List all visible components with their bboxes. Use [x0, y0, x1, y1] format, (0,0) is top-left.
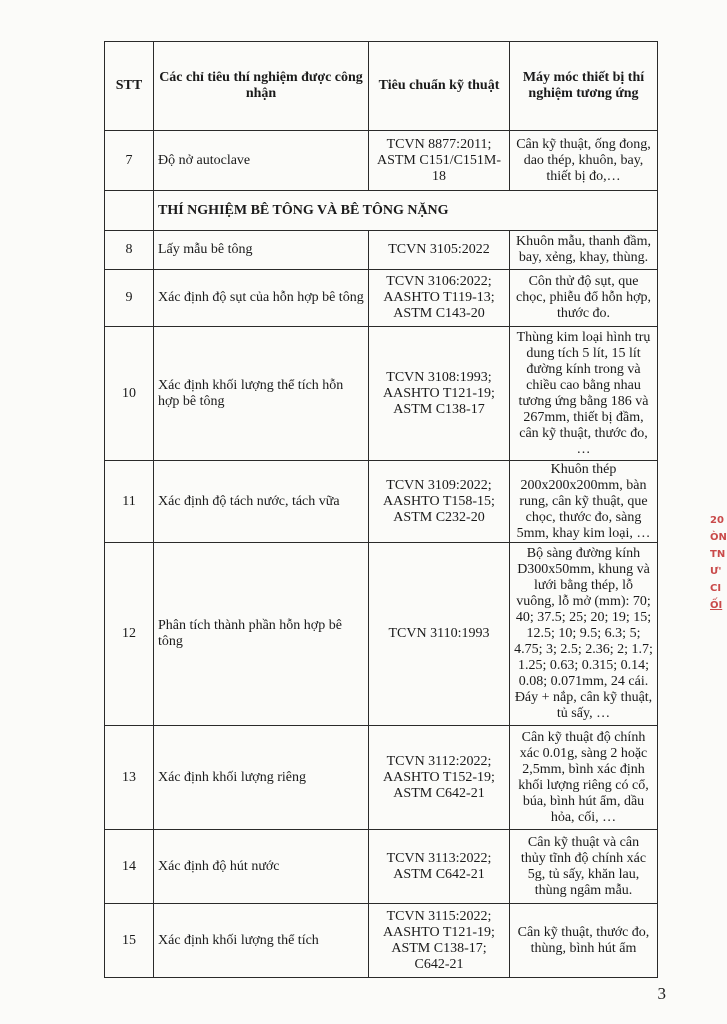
- row-equipment: Cân kỹ thuật, thước đo, thùng, bình hút ẩm: [510, 904, 658, 978]
- stamp-text: 20: [710, 515, 724, 526]
- table-row: [105, 327, 658, 461]
- table-row: [105, 461, 658, 543]
- row-criteria: Xác định độ tách nước, tách vữa: [154, 461, 369, 543]
- table-row: [105, 270, 658, 327]
- header-standard: Tiêu chuẩn kỹ thuật: [369, 42, 510, 131]
- header-stt: STT: [105, 42, 154, 131]
- row-standard: TCVN 3109:2022; AASHTO T158-15; ASTM C232-20: [369, 461, 510, 543]
- row-criteria: Xác định khối lượng thể tích: [154, 904, 369, 978]
- row-standard: TCVN 3106:2022; AASHTO T119-13; ASTM C143-20: [369, 270, 510, 327]
- stamp-text: ỐI: [710, 600, 723, 611]
- table-row: [105, 904, 658, 978]
- row-equipment: Bộ sàng đường kính D300x50mm, khung và lưới bằng thép, lỗ vuông, lỗ mở (mm): 70; 40; 37.5; 25; 20; 19; 15; 12.5; 10; 9.5; 6.3; 5; 4.75; 3; 2.5; 2.36; 2; 1.7; 1.25; 0.63; 0.315; 0.14; 0.08; 0.071mm, 24 cái. Đáy + nắp, cân kỹ thuật, tủ sấy, …: [510, 543, 658, 726]
- row-equipment: Khuôn thép 200x200x200mm, bàn rung, cân kỹ thuật, que chọc, thước đo, sàng 5mm, khay kim loại, …: [510, 461, 658, 543]
- table-row: [105, 131, 658, 191]
- row-standard: TCVN 3110:1993: [369, 543, 510, 726]
- row-equipment: Cân kỹ thuật, ống đong, dao thép, khuôn, bay, thiết bị đo,…: [510, 131, 658, 191]
- stamp-text: Ư': [710, 566, 722, 577]
- row-stt: 7: [105, 131, 154, 191]
- row-standard: TCVN 3113:2022; ASTM C642-21: [369, 830, 510, 904]
- stamp-text: ÒN: [710, 532, 727, 543]
- page-number: 3: [657, 984, 666, 1003]
- row-standard: TCVN 3105:2022: [369, 231, 510, 270]
- row-stt: 13: [105, 726, 154, 830]
- row-stt: 11: [105, 461, 154, 543]
- accreditation-table: [104, 41, 658, 978]
- row-criteria: Xác định độ sụt của hỗn hợp bê tông: [154, 270, 369, 327]
- row-standard: TCVN 3115:2022; AASHTO T121-19; ASTM C138-17; C642-21: [369, 904, 510, 978]
- row-stt: 10: [105, 327, 154, 461]
- row-equipment: Khuôn mẫu, thanh đầm, bay, xẻng, khay, thùng.: [510, 231, 658, 270]
- table-row: [105, 231, 658, 270]
- header-criteria: Các chỉ tiêu thí nghiệm được công nhận: [154, 42, 369, 131]
- section-row: [105, 191, 658, 231]
- stamp-fragment: [710, 512, 727, 614]
- row-standard: TCVN 3108:1993; AASHTO T121-19; ASTM C138-17: [369, 327, 510, 461]
- table-row: [105, 726, 658, 830]
- row-criteria: Lấy mẫu bê tông: [154, 231, 369, 270]
- row-criteria: Độ nở autoclave: [154, 131, 369, 191]
- section-title: THÍ NGHIỆM BÊ TÔNG VÀ BÊ TÔNG NẶNG: [154, 191, 658, 231]
- row-stt: 15: [105, 904, 154, 978]
- header-equipment: Máy móc thiết bị thí nghiệm tương ứng: [510, 42, 658, 131]
- row-standard: TCVN 8877:2011; ASTM C151/C151M-18: [369, 131, 510, 191]
- row-criteria: Xác định khối lượng riêng: [154, 726, 369, 830]
- row-equipment: Cân kỹ thuật độ chính xác 0.01g, sàng 2 hoặc 2,5mm, bình xác định khối lượng riêng có cổ, búa, bình hút ẩm, dầu hỏa, cối, …: [510, 726, 658, 830]
- row-stt: 9: [105, 270, 154, 327]
- row-criteria: Phân tích thành phần hỗn hợp bê tông: [154, 543, 369, 726]
- row-stt: 12: [105, 543, 154, 726]
- row-stt: 14: [105, 830, 154, 904]
- row-criteria: Xác định độ hút nước: [154, 830, 369, 904]
- row-stt: 8: [105, 231, 154, 270]
- row-equipment: Cân kỹ thuật và cân thủy tĩnh độ chính xác 5g, tủ sấy, khăn lau, thùng ngâm mẫu.: [510, 830, 658, 904]
- row-standard: TCVN 3112:2022; AASHTO T152-19; ASTM C642-21: [369, 726, 510, 830]
- row-equipment: Côn thử độ sụt, que chọc, phiễu đổ hỗn hợp, thước đo.: [510, 270, 658, 327]
- stamp-text: TN: [710, 549, 726, 560]
- stamp-text: CI: [710, 583, 722, 594]
- row-equipment: Thùng kim loại hình trụ dung tích 5 lít, 15 lít đường kính trong và chiều cao bằng nhau tương ứng bằng 186 và 267mm, thiết bị đầm, cân kỹ thuật, thước đo, …: [510, 327, 658, 461]
- table-row: [105, 830, 658, 904]
- row-criteria: Xác định khối lượng thể tích hỗn hợp bê tông: [154, 327, 369, 461]
- table-row: [105, 543, 658, 726]
